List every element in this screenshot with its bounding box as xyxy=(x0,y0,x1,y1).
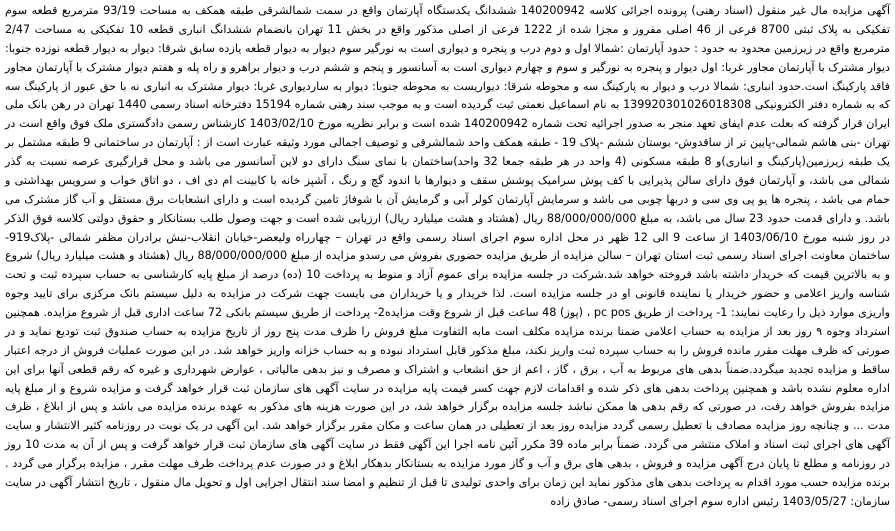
notice-text: آگهی مزایده مال غیر منقول (اسناد رهنی) پرونده اجرائی کلاسه 140200942 ششدانگ یکدستگاه آپارتمان واقع در سمت شمالشرقی طبقه همکف به مساحت 93/19 مترمربع قطعه سوم تفکیکی به پلاک ثبتی 8700 فرعی از 46 اصلی مفروز و مجزا شده از 1222 فرعی از اصلی مذکور واقع در بخش 11 تهران بانضمام ششدانگ انباری قطعه 10 تفکیکی به مساحت 2/47 مترمربع واقع در زیرزمین محدود به حدود : حدود آپارتمان :شمالا اول و دوم درب و پنجره و دیواری است به نورگیر سوم دیوار به دیوار قطعه یازده سابق شرقا: دیوار به دیوار قطعه نوزده جنوبا: دیوار مشترک با آپارتمان مجاور غربا: اول دیوار و پنجره به نورگیر و سوم و چهارم دیواری است به آسانسور و پنجم و ششم درب و دیوار براهرو و راه پله و هفتم دیوار مشترک با آپارتمان مجاور فاقد پارکینگ است.حدود انباری: شمالا درب و دیوار به پارکینگ سه و محوطه شرقا: دیواریست به محوطه جنوبا: دیوار به ساردیواری غربا: دیوار مشترک به انباری نه با حق عبور از پارکینگ سه که به شماره دفتر الکترونیکی 139920301026018308 به نام اسماعیل نعمتی ثبت گردیده است و به موجب سند رهنی شماره 15194 دفترخانه اسناد رسمی 1440 تهران در رهن بانک ملی ایران قرار گرفته که بعلت عدم ایفای تعهد منجر به صدور اجرائیه تحت شماره 140200942 شده است و برابر نظریه مورخ 1403/02/10 کارشناس رسمی دادگستری ملک فوق واقع است در تهران -بنی هاشم شمالی-پایین تر از ساقدوش- بوستان ششم -پلاک 19 - طبقه همکف واحد شمالشرقی و توصیف اجمالی مورد وثیقه عبارت است از : آپارتمان در ساختمانی 9 طبقه مشتمل بر یک طبقه زیرزمین(پارکینگ و انباری)و 8 طبقه مسکونی (4 واحد در هر طبقه جمعا 32 واحد)ساختمان با نمای سنگ دارای دو لاین آسانسور می باشد و محل قرارگیری عرصه نسبت به گذر شمالی می باشد، و آپارتمان فوق دارای سالن پذیرایی با کف پوش سرامیک پوشش سقف و دیوارها با اندود گچ و رنگ ، آشپز خانه با کابینت ام دی اف ، دو اتاق خواب و سرویس بهداشتی و حمام می باشد ، پنجره ها یو پی وی سی و دربها چوبی می باشد و سرمایش آپارتمان کولر آبی و گرمایش آن با شوفاژ تامین گردیده است و دارای انشعابات برق مستقل و آب گاز مشترک می باشد. و دارای قدمت حدود 23 سال می باشد، به مبلغ 88/000/000/000 ریال (هشتاد و هشت میلیارد ریال) ارزیابی شده است و جهت وصول طلب بستانکار و حقوق دولتی کلاسه فوق الذکر در روز شنبه مورخ 1403/06/10 از ساعت 9 الی 12 ظهر در محل اداره سوم اجرای اسناد رسمی واقع در تهران – چهارراه ولیعصر-خیابان انقلاب-نبش برادران مظفر شمالی -پلاک919- ساختمان معاونت اجرای اسناد رسمی ثبت استان تهران – سالن مزایده از طریق مزایده حضوری بفروش می رسدو مزایده از مبلغ 88/000/000/000 ریال (هشتاد و هشت میلیارد ریال) شروع و به بالاترین قیمت که خریدار داشته باشد فروخته خواهد شد.شرکت در جلسه مزایده برای عموم آزاد و منوط به پرداخت 10 (ده) درصد از مبلغ پایه کارشناسی به حساب سپرده ثبت و تحت شناسه واریز اعلامی و حضور خریدار یا نماینده قانونی او در جلسه مزایده است. لذا خریدار و یا خریداران می بایست جهت شرکت در مزایده به دلیل سیستم بانک مرکزی برای تایید وجوه واریزی موارد ذیل را رعایت نمایند: 1- پرداخت از طریق pc pos ، (پوز) 48 ساعت قبل از شروع وقت مزایده2- پرداخت از طریق سیستم بانکی 72 ساعت اداری قبل از شروع مزایده. همچنین استرداد وجوه ۹ روز بعد از مزایده به حساب اعلامی ضمنا برنده مزایده مکلف است مابه التفاوت مبلغ فروش را ظرف مدت پنج روز از تاریخ مزایده به حساب صندوق ثبت تودیع نماید و در صورتی که ظرف مهلت مقرر مانده فروش را به حساب سپرده ثبت واریز نکند، مبلغ مذکور قابل استرداد نبوده و به حساب خزانه واریز خواهد شد. در این صورت عملیات فروش از درجه اعتبار ساقط و مزایده تجدید میگردد.ضمناً بدهی های مربوط به آب ، برق ، گاز ، اعم از حق انشعاب و اشتراک و مصرف و نیز بدهی مالیاتی ، عوارض شهرداری و غیره که رقم قطعی آنها برای این اداره معلوم نشده باشد و همچنین پرداخت بدهی های ذکر شده و اقدامات لازم جهت کسر قیمت پایه مزایده در سایت آگهی های سازمان ثبت قرار خواهد گرفت و مزایده شروع و از مبلغ پایه مزایده بفروش خواهد رفت، در صورتی که رقم بدهی ها ممکن نباشد جلسه مزایده برگزار خواهد شد، در این صورت هزینه های مذکور به عهده برنده مزایده می باشد و پس از ابلاغ ، ظرف مدت ... و چنانچه روز مزایده مصادف با تعطیل رسمی گردد مزایده روز بعد از تعطیلی در همان ساعت و مکان مقرر برگزار خواهد شد. این آگهی در یک نوبت در روزنامه کثیر الانتشار و سایت آگهی های اجرای ثبت اسناد و املاک منتشر می گردد. ضمناً برابر ماده 39 مکرر آئین نامه اجرا این آگهی فقط در سایت آگهی های سازمان ثبت قرار خواهد گرفت و پس از آن به مدت 10 روز در روزنامه و مطلع تا پایان درج آگهی مزایده و فروش ، بدهی های برق و آب و گاز مورد مزایده به بستانکار بدهکار ابلاغ و در صورت عدم پرداخت ظرف مهلت مقرر ، مزایده برگزار می گردد . برنده مزایده حسب مورد اقدام به پرداخت بدهی های مذکور نماید این زمان برای واحدی تولیدی تا قبل از تنظیم و امضا سند انتقال اجرایی اول و تحویل مال منقول ، تاریخ انتشار آگهی در سایت سازمان: 1403/05/27 رئیس اداره سوم اجرای اسناد رسمی- صادق زاده xyxy=(5,4,891,508)
